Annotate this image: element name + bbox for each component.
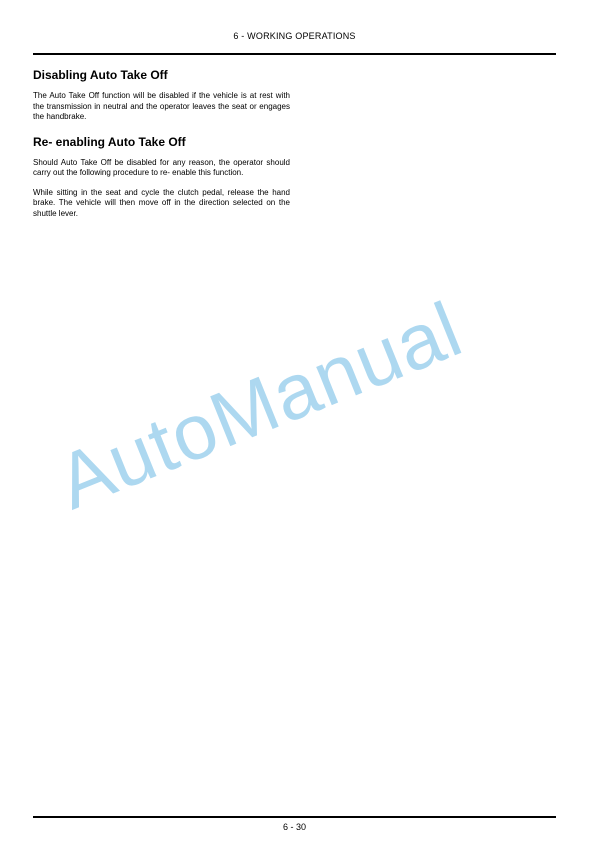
section-heading-reenabling: Re- enabling Auto Take Off <box>33 134 186 149</box>
page-number: 6 - 30 <box>282 822 306 832</box>
section-paragraph: While sitting in the seat and cycle the clutch pedal, release the hand brake. The vehicle will then move off in the direction selected on the shuttle lever. <box>33 187 290 218</box>
section-paragraph: Should Auto Take Off be disabled for any reason, the operator should carry out the following procedure to re- enable this function. <box>33 157 290 177</box>
watermark-logo: AutoManual <box>45 284 474 526</box>
section-heading-disabling: Disabling Auto Take Off <box>33 68 168 82</box>
section-paragraph: The Auto Take Off function will be disabled if the vehicle is at rest with the transmission in neutral and the operator leaves the seat or engages the handbrake. <box>33 91 290 121</box>
footer-divider <box>33 816 556 818</box>
page-content <box>33 68 290 228</box>
page-header-title: 6 - WORKING OPERATIONS <box>233 31 356 41</box>
header-divider <box>33 53 556 55</box>
